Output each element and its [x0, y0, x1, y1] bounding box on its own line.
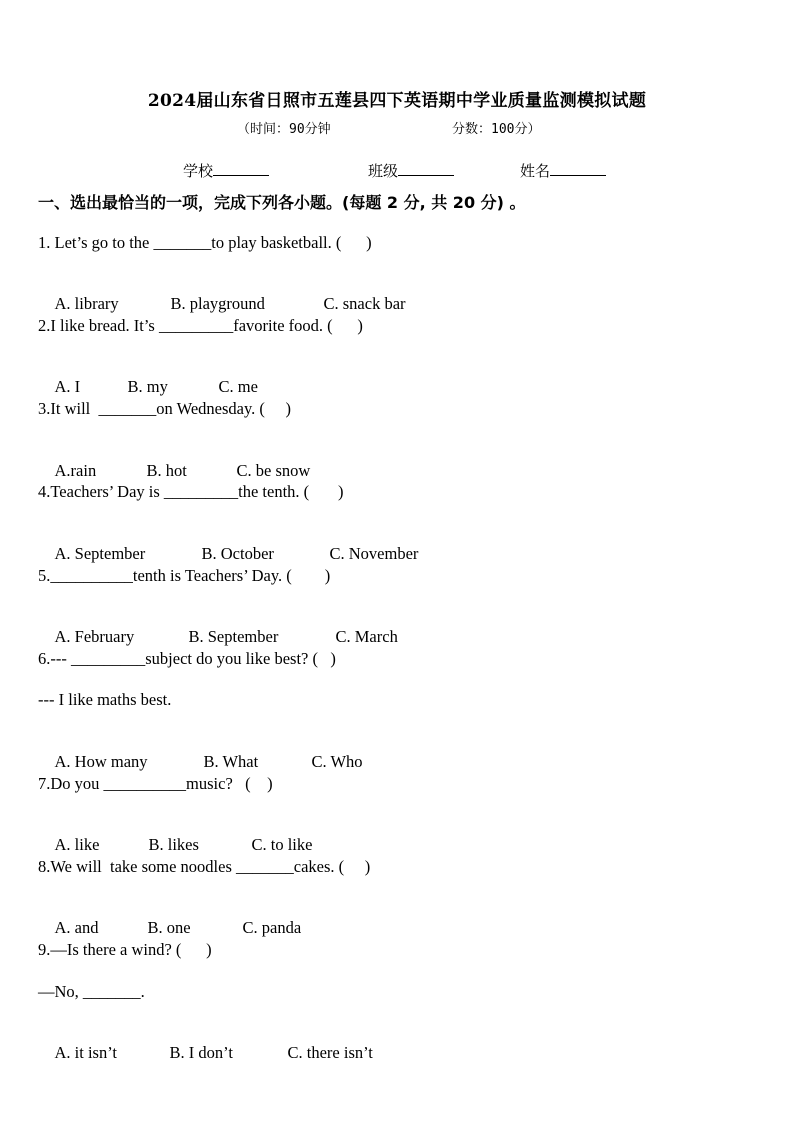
- question-6-answer-line: --- I like maths best.: [38, 690, 172, 709]
- option-a[interactable]: A. September: [54, 544, 146, 563]
- option-b[interactable]: B. October: [201, 544, 274, 563]
- option-a[interactable]: A.rain: [54, 461, 97, 480]
- option-b[interactable]: B. hot: [146, 461, 187, 480]
- question-2-stem: 2.I like bread. It’s _________favorite food. ( ): [38, 316, 363, 335]
- option-a[interactable]: A. I: [54, 377, 81, 396]
- school-blank[interactable]: [213, 161, 269, 176]
- option-b[interactable]: B. I don’t: [169, 1043, 233, 1062]
- option-a[interactable]: A. like: [54, 835, 100, 854]
- exam-score: 分数：100分）: [452, 122, 541, 137]
- option-c[interactable]: C. March: [335, 627, 398, 646]
- school-field: [183, 160, 269, 181]
- option-b[interactable]: B. What: [203, 752, 259, 771]
- question-8-stem: 8.We will take some noodles _______cakes. ( ): [38, 857, 371, 876]
- option-a[interactable]: A. it isn’t: [54, 1043, 117, 1062]
- option-b[interactable]: B. playground: [170, 294, 265, 313]
- question-7-stem: 7.Do you __________music? ( ): [38, 774, 273, 793]
- option-c[interactable]: C. November: [329, 544, 419, 563]
- question-4-stem: 4.Teachers’ Day is _________the tenth. ( ): [38, 482, 344, 501]
- option-c[interactable]: C. me: [218, 377, 258, 396]
- class-field: [368, 160, 454, 181]
- question-9-options: [38, 1023, 373, 1083]
- school-label: 学校: [183, 162, 214, 180]
- class-label: 班级: [368, 162, 399, 180]
- question-9-answer-line: —No, _______.: [38, 982, 145, 1001]
- option-a[interactable]: A. library: [54, 294, 119, 313]
- option-c[interactable]: C. Who: [311, 752, 363, 771]
- option-a[interactable]: A. February: [54, 627, 135, 646]
- question-1-stem: 1. Let’s go to the _______to play basketball. ( ): [38, 233, 372, 252]
- option-b[interactable]: B. September: [188, 627, 279, 646]
- question-6-stem: 6.--- _________subject do you like best? ( ): [38, 649, 336, 668]
- exam-time: （时间：90分钟: [237, 122, 331, 137]
- option-a[interactable]: A. How many: [54, 752, 148, 771]
- option-c[interactable]: C. to like: [251, 835, 313, 854]
- option-b[interactable]: B. one: [147, 918, 191, 937]
- name-label: 姓名: [520, 162, 551, 180]
- name-blank[interactable]: [550, 161, 606, 176]
- option-c[interactable]: C. be snow: [236, 461, 311, 480]
- option-c[interactable]: C. snack bar: [323, 294, 406, 313]
- name-field: [520, 160, 606, 181]
- question-3-stem: 3.It will _______on Wednesday. ( ): [38, 399, 292, 418]
- page-title: 2024届山东省日照市五莲县四下英语期中学业质量监测模拟试题: [147, 91, 647, 111]
- section-1-heading: 一、选出最恰当的一项，完成下列各小题。(每题 2 分, 共 20 分) 。: [38, 193, 526, 212]
- option-a[interactable]: A. and: [54, 918, 99, 937]
- option-b[interactable]: B. my: [127, 377, 168, 396]
- option-c[interactable]: C. there isn’t: [287, 1043, 373, 1062]
- option-c[interactable]: C. panda: [242, 918, 302, 937]
- question-9-stem: 9.—Is there a wind? ( ): [38, 940, 212, 959]
- class-blank[interactable]: [398, 161, 454, 176]
- option-b[interactable]: B. likes: [148, 835, 199, 854]
- question-5-stem: 5.__________tenth is Teachers’ Day. ( ): [38, 566, 331, 585]
